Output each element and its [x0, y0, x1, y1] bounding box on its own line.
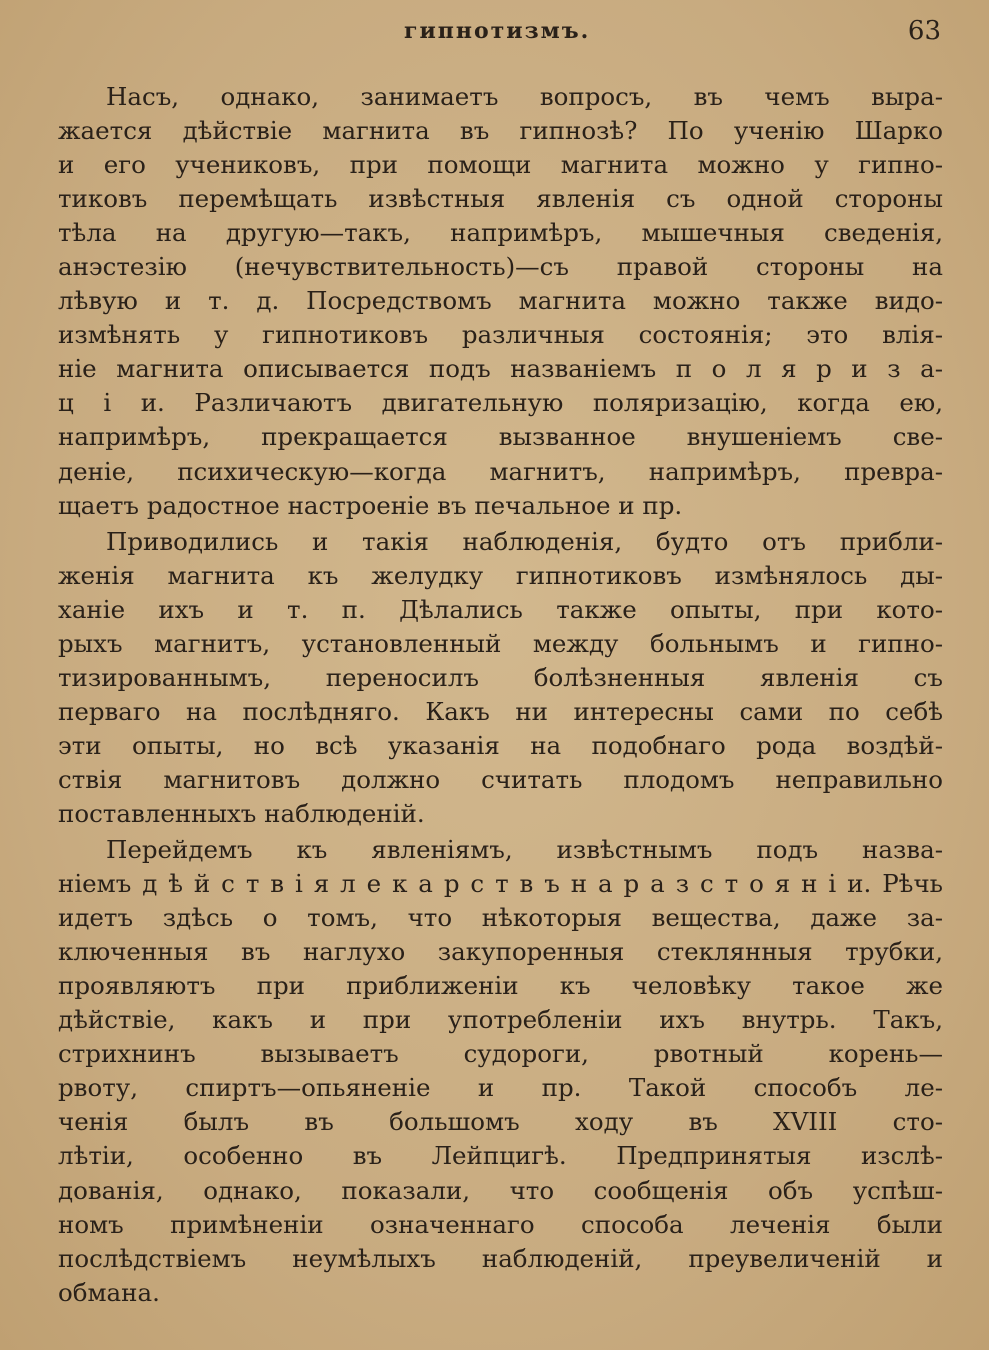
page-number: 63	[907, 16, 941, 46]
text-line: анэстезію (нечувствительность)—съ правой стороны на	[58, 252, 943, 282]
text-line: напримѣръ, прекращается вызванное внушеніемъ све-	[58, 422, 943, 452]
text-line: рвоту, спиртъ—опьяненіе и пр. Такой способъ ле-	[58, 1073, 943, 1103]
text-line: измѣнять у гипнотиковъ различныя состоянія; это влія-	[58, 320, 943, 350]
text-line: лѣтіи, особенно въ Лейпцигѣ. Предпринятыя изслѣ-	[58, 1141, 943, 1171]
text-line: ніемъ д ѣ й с т в і я л е к а р с т в ъ н а р а з с т о я н і и. Рѣчь	[58, 869, 943, 899]
text-line: стрихнинъ вызываетъ судороги, рвотный корень—	[58, 1039, 943, 1069]
paragraph	[58, 833, 943, 1310]
running-title: гипнотизмъ.	[404, 18, 591, 44]
text-line: поставленныхъ наблюденій.	[58, 798, 425, 828]
text-line: тизированнымъ, переносилъ болѣзненныя явленія съ	[58, 662, 943, 692]
text-line: дованія, однако, показали, что сообщенія объ успѣш-	[58, 1175, 943, 1205]
paragraph	[58, 80, 943, 523]
text-line: проявляютъ при приближеніи къ человѣку такое же	[58, 971, 943, 1001]
text-line: Приводились и такія наблюденія, будто отъ прибли-	[106, 526, 943, 556]
text-line: ханіе ихъ и т. п. Дѣлались также опыты, при кото-	[58, 594, 943, 624]
paragraph	[58, 525, 943, 831]
running-head	[0, 16, 989, 50]
text-line: дѣйствіе, какъ и при употребленіи ихъ внутрь. Такъ,	[58, 1005, 943, 1035]
text-line: послѣдствіемъ неумѣлыхъ наблюденій, преувеличеній и	[58, 1243, 943, 1273]
text-line: ніе магнита описывается подъ названіемъ п о л я р и з а-	[58, 354, 943, 384]
text-line: деніе, психическую—когда магнитъ, напримѣръ, превра-	[58, 456, 943, 486]
text-line: номъ примѣненіи означеннаго способа леченія были	[58, 1209, 943, 1239]
text-line: ключенныя въ наглухо закупоренныя стеклянныя трубки,	[58, 937, 943, 967]
text-line: лѣвую и т. д. Посредствомъ магнита можно также видо-	[58, 286, 943, 316]
text-line: щаетъ радостное настроеніе въ печальное и пр.	[58, 490, 683, 520]
text-line: рыхъ магнитъ, установленный между больнымъ и гипно-	[58, 628, 943, 658]
text-line: ченія былъ въ большомъ ходу въ XVIII сто-	[58, 1107, 943, 1137]
text-line: женія магнита къ желудку гипнотиковъ измѣнялось ды-	[58, 560, 943, 590]
text-line: перваго на послѣдняго. Какъ ни интересны сами по себѣ	[58, 696, 943, 726]
body-text	[58, 80, 943, 1310]
text-line: и его учениковъ, при помощи магнита можно у гипно-	[58, 150, 943, 180]
text-line: Насъ, однако, занимаетъ вопросъ, въ чемъ выра-	[106, 82, 943, 111]
text-line: эти опыты, но всѣ указанія на подобнаго рода воздѣй-	[58, 730, 943, 760]
text-line: жается дѣйствіе магнита въ гипнозѣ? По ученію Шарко	[58, 116, 943, 146]
text-line: идетъ здѣсь о томъ, что нѣкоторыя вещества, даже за-	[58, 903, 943, 933]
text-line: тѣла на другую—такъ, напримѣръ, мышечныя сведенія,	[58, 218, 943, 248]
text-line: ц і и. Различаютъ двигательную поляризацію, когда ею,	[58, 388, 943, 418]
text-line: Перейдемъ къ явленіямъ, извѣстнымъ подъ назва-	[106, 835, 943, 865]
text-line: обмана.	[58, 1277, 160, 1307]
text-line: тиковъ перемѣщать извѣстныя явленія съ одной стороны	[58, 184, 943, 214]
text-line: ствія магнитовъ должно считать плодомъ неправильно	[58, 764, 943, 794]
